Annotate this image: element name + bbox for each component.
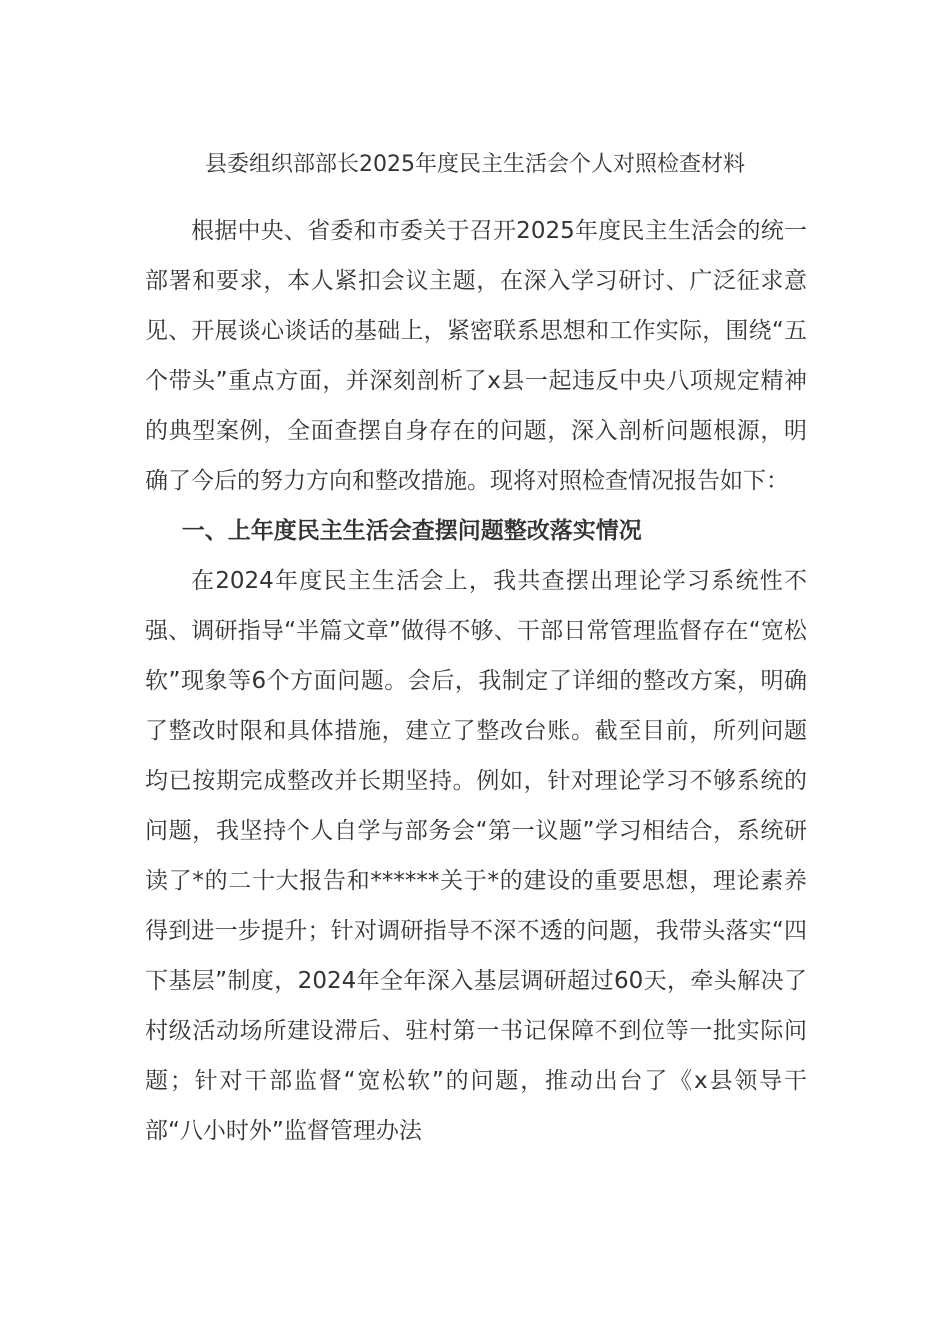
document-body [145,206,807,1156]
section-1-heading: 一、上年度民主生活会查摆问题整改落实情况 [181,518,642,544]
intro-paragraph: 根据中央、省委和市委关于召开2025年度民主生活会的统一部署和要求，本人紧扣会议主题，在深入学习研讨、广泛征求意见、开展谈心谈话的基础上，紧密联系思想和工作实际，围绕“五个带头”重点方面，并深刻剖析了x县一起违反中央八项规定精神的典型案例，全面查摆自身存在的问题，深入剖析问题根源，明确了今后的努力方向和整改措施。现将对照检查情况报告如下： [145,218,807,494]
document-title: 县委组织部部长2025年度民主生活会个人对照检查材料 [205,152,745,177]
section-1-paragraph: 在2024年度民主生活会上，我共查摆出理论学习系统性不强、调研指导“半篇文章”做得不够、干部日常管理监督存在“宽松软”现象等6个方面问题。会后，我制定了详细的整改方案，明确了整改时限和具体措施，建立了整改台账。截至目前，所列问题均已按期完成整改并长期坚持。例如，针对理论学习不够系统的问题，我坚持个人自学与部务会“第一议题”学习相结合，系统研读了*的二十大报告和******关于*的建设的重要思想，理论素养得到进一步提升；针对调研指导不深不透的问题，我带头落实“四下基层”制度，2024年全年深入基层调研超过60天，牵头解决了村级活动场所建设滞后、驻村第一书记保障不到位等一批实际问题；针对干部监督“宽松软”的问题，推动出台了《x县领导干部“八小时外”监督管理办法 [145,568,807,1144]
